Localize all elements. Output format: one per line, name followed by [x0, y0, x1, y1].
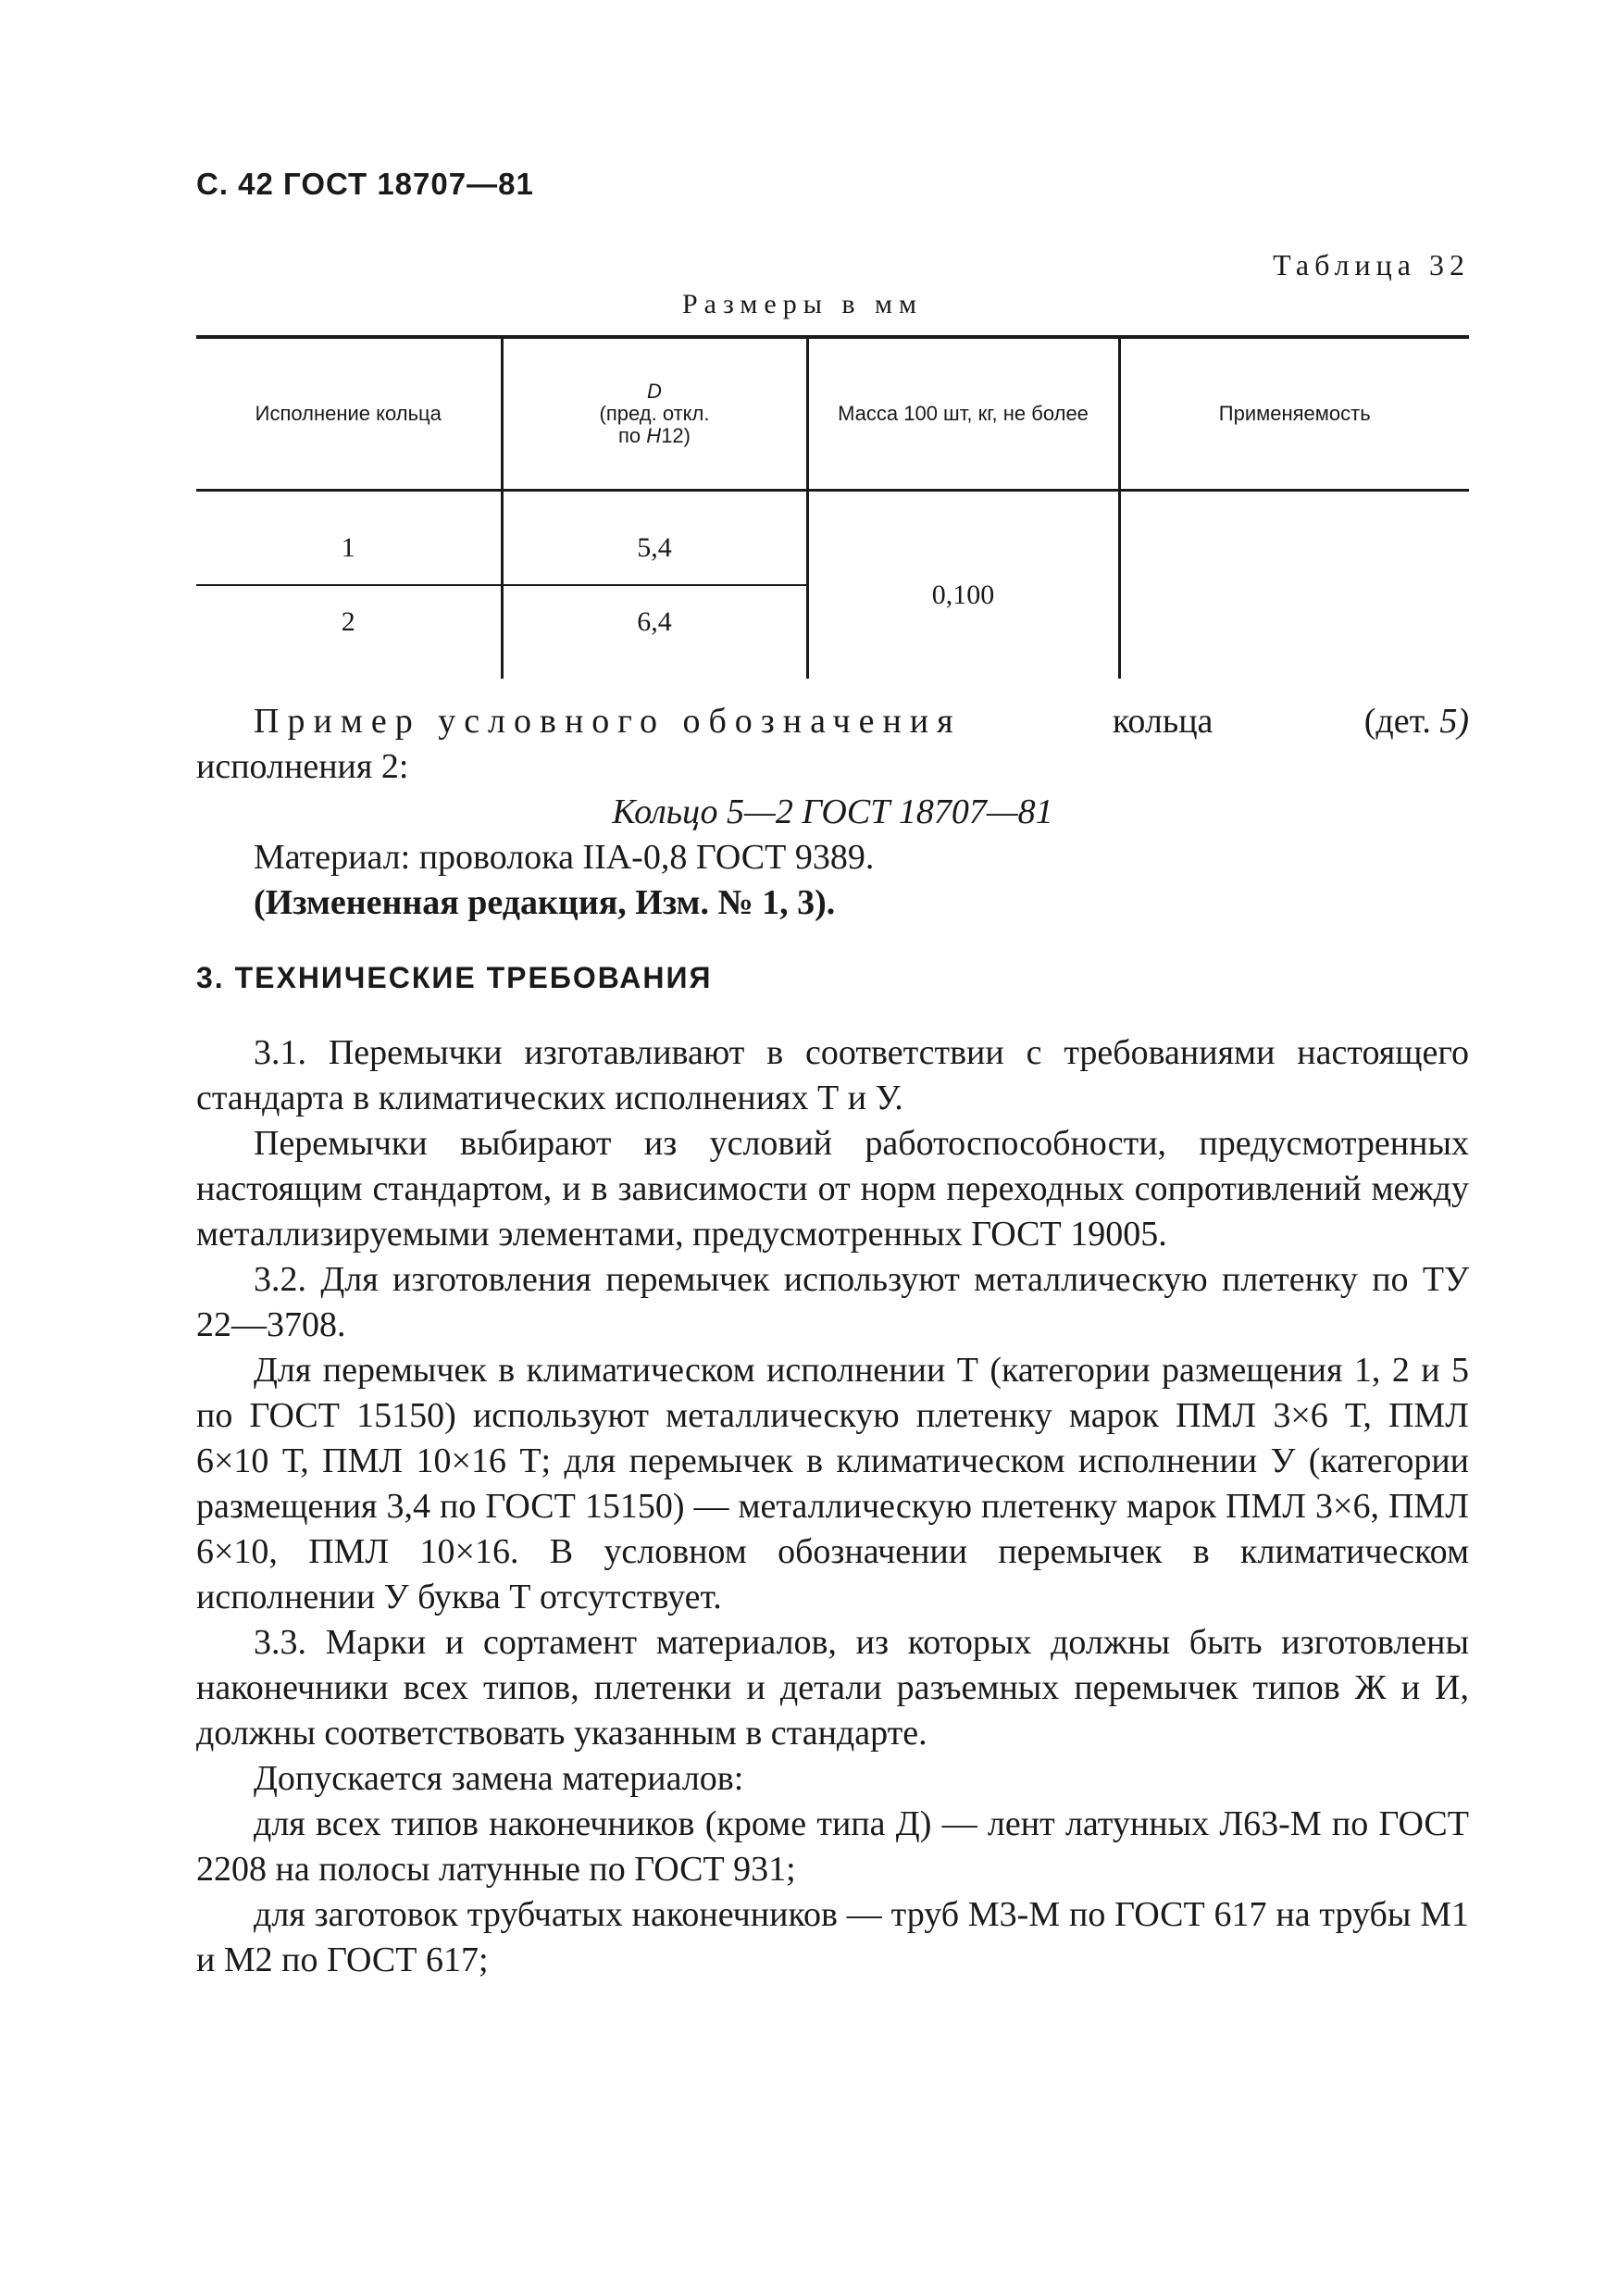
paragraph: для всех типов наконечников (кроме типа Д) — лент латунных Л63-М по ГОСТ 2208 на полосы латунные по ГОСТ 931; — [196, 1804, 1469, 1889]
page-header: С. 42 ГОСТ 18707—81 — [196, 167, 534, 201]
revision-note: (Измененная редакция, Изм. № 1, 3). — [254, 883, 836, 922]
paragraph-3-2: 3.2. Для изготовления перемычек используют металлическую плетенку по ТУ 22—3708. — [196, 1260, 1469, 1344]
example-variant: исполнения 2: — [196, 747, 409, 786]
cell-mass: 0,100 — [807, 491, 1119, 680]
table-number: Таблица 32 — [1273, 248, 1470, 281]
header-mass: Масса 100 шт, кг, не более — [807, 337, 1119, 491]
diameter-tolerance-note: (пред. откл. по H12) — [599, 402, 710, 447]
example-heading: Пример условного обозначения кольца (дет. 5) — [254, 702, 1469, 741]
header-variant: Исполнение кольца — [196, 337, 502, 491]
material-note: Материал: проволока IIA-0,8 ГОСТ 9389. — [254, 838, 875, 877]
header-diameter — [502, 337, 807, 491]
table-header-row — [196, 337, 1469, 491]
paragraph: Допускается замена материалов: — [254, 1759, 744, 1798]
paragraph: для заготовок трубчатых наконечников — труб М3-М по ГОСТ 617 на трубы М1 и М2 по ГОСТ 617; — [196, 1895, 1469, 1979]
paragraph: Для перемычек в климатическом исполнении Т (категории размещения 1, 2 и 5 по ГОСТ 15150) используют металлическую плетенку марок ПМЛ 3×6 Т, ПМЛ 6×10 Т, ПМЛ 10×16 Т; для перемычек в климатическом исполнении У (категории размещения 3,4 по ГОСТ 15150) — металлическую плетенку марок ПМЛ 3×6, ПМЛ 6×10, ПМЛ 10×16. В условном обозначении перемычек в климатическом исполнении У буква Т отсутствует. — [196, 1351, 1469, 1616]
cell-diameter: 6,4 — [502, 585, 807, 679]
cell-applicability — [1119, 491, 1469, 680]
section-title: 3. ТЕХНИЧЕСКИЕ ТРЕБОВАНИЯ — [196, 961, 713, 994]
table-units: Размеры в мм — [682, 289, 924, 319]
document-body — [196, 699, 1469, 1983]
header-applicability: Применяемость — [1119, 337, 1469, 491]
paragraph: Перемычки выбирают из условий работоспособности, предусмотренных настоящим стандартом, и в зависимости от норм переходных сопротивлений между металлизируемыми элементами, предусмотренных ГОСТ 19005. — [196, 1124, 1469, 1254]
paragraph-3-3: 3.3. Марки и сортамент материалов, из которых должны быть изготовлены наконечники всех типов, плетенки и детали разъемных перемычек типов Ж и И, должны соответствовать указанным в стандарте. — [196, 1623, 1469, 1753]
paragraph-3-1: 3.1. Перемычки изготавливают в соответствии с требованиями настоящего стандарта в климатических исполнениях Т и У. — [196, 1033, 1469, 1117]
example-designation: Кольцо 5—2 ГОСТ 18707—81 — [612, 792, 1053, 831]
diameter-symbol: D — [647, 380, 662, 403]
dimensions-table — [196, 335, 1469, 679]
cell-variant: 1 — [196, 491, 502, 586]
cell-diameter: 5,4 — [502, 491, 807, 586]
table-row — [196, 491, 1469, 586]
cell-variant: 2 — [341, 606, 355, 637]
